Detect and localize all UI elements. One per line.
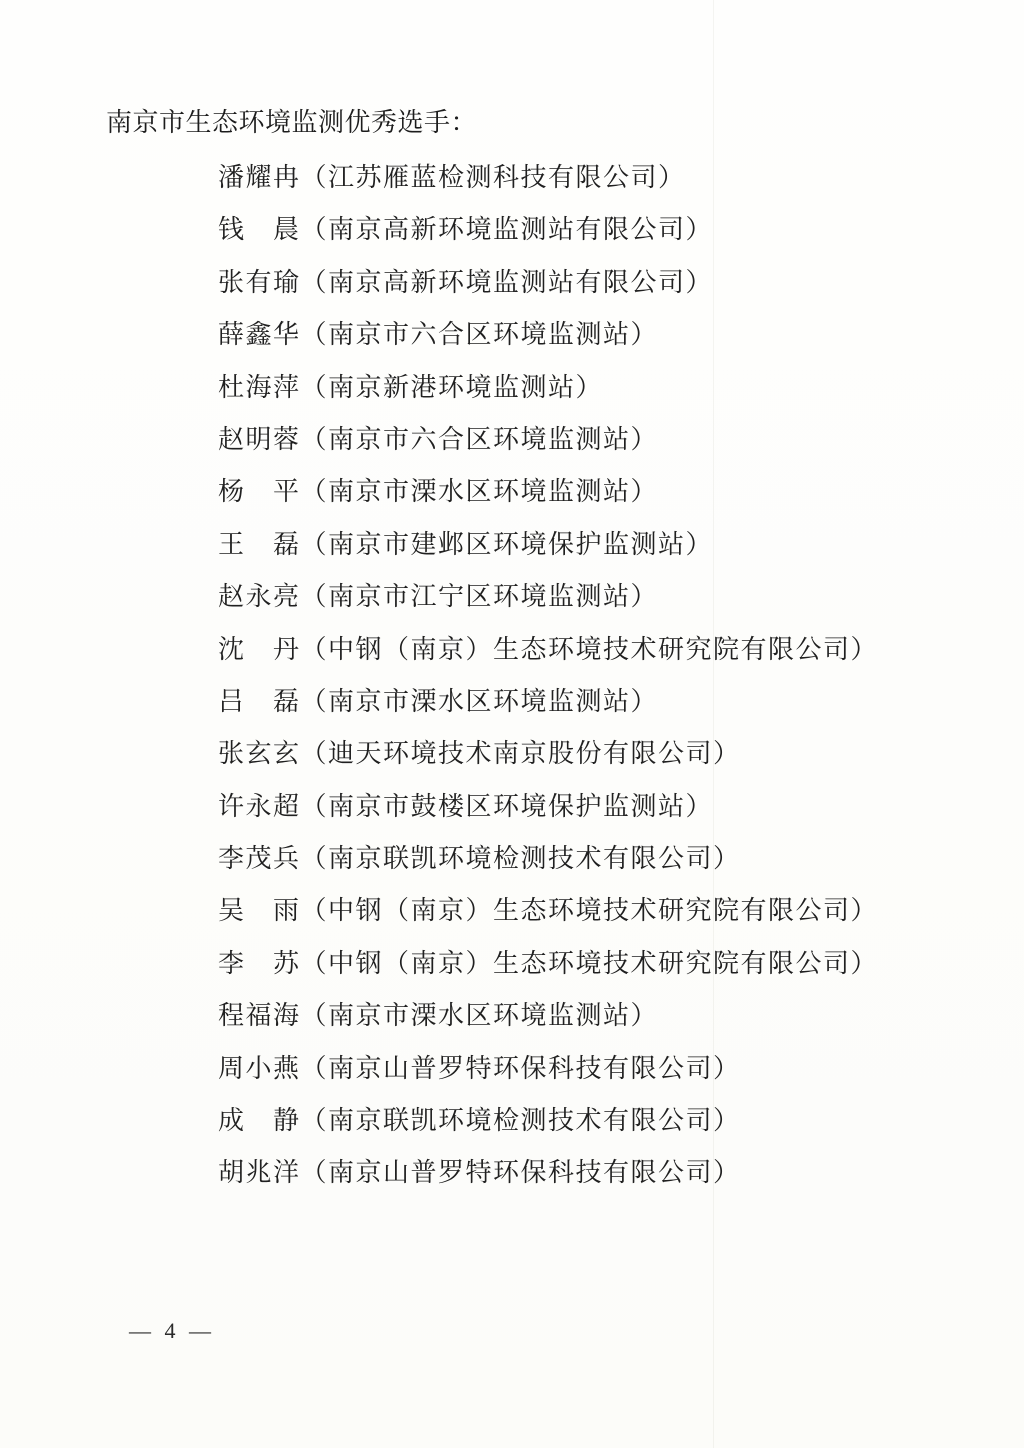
winner-entry: 张玄玄（迪天环境技术南京股份有限公司） — [218, 739, 741, 769]
winner-entry: 吕 磊（南京市溧水区环境监测站） — [218, 686, 659, 716]
page-number: — 4 — — [129, 1318, 212, 1343]
winner-entry: 许永超（南京市鼓楼区环境保护监测站） — [218, 791, 714, 821]
section-heading: 南京市生态环境监测优秀选手： — [106, 108, 478, 137]
winner-entry: 杨 平（南京市溧水区环境监测站） — [218, 477, 659, 507]
winner-entry: 王 磊（南京市建邺区环境保护监测站） — [218, 529, 714, 559]
winner-entry: 程福海（南京市溧水区环境监测站） — [218, 1001, 659, 1031]
winner-entry: 赵明蓉（南京市六合区环境监测站） — [218, 424, 659, 454]
winner-entry: 周小燕（南京山普罗特环保科技有限公司） — [218, 1053, 741, 1083]
winner-entry: 薛鑫华（南京市六合区环境监测站） — [218, 320, 659, 350]
winner-entry: 杜海萍（南京新港环境监测站） — [218, 372, 604, 402]
winner-list — [218, 152, 978, 1200]
winner-entry: 钱 晨（南京高新环境监测站有限公司） — [218, 215, 714, 245]
winner-entry: 李 苏（中钢（南京）生态环境技术研究院有限公司） — [218, 948, 879, 978]
winner-entry: 潘耀冉（江苏雁蓝检测科技有限公司） — [218, 163, 686, 192]
winner-entry: 吴 雨（中钢（南京）生态环境技术研究院有限公司） — [218, 896, 879, 926]
winner-entry: 赵永亮（南京市江宁区环境监测站） — [218, 582, 659, 612]
winner-entry: 成 静（南京联凯环境检测技术有限公司） — [218, 1106, 741, 1136]
winner-entry: 胡兆洋（南京山普罗特环保科技有限公司） — [218, 1158, 741, 1188]
winner-entry: 李茂兵（南京联凯环境检测技术有限公司） — [218, 844, 741, 874]
winner-entry: 张有瑜（南京高新环境监测站有限公司） — [218, 267, 714, 297]
winner-entry: 沈 丹（中钢（南京）生态环境技术研究院有限公司） — [218, 634, 879, 664]
